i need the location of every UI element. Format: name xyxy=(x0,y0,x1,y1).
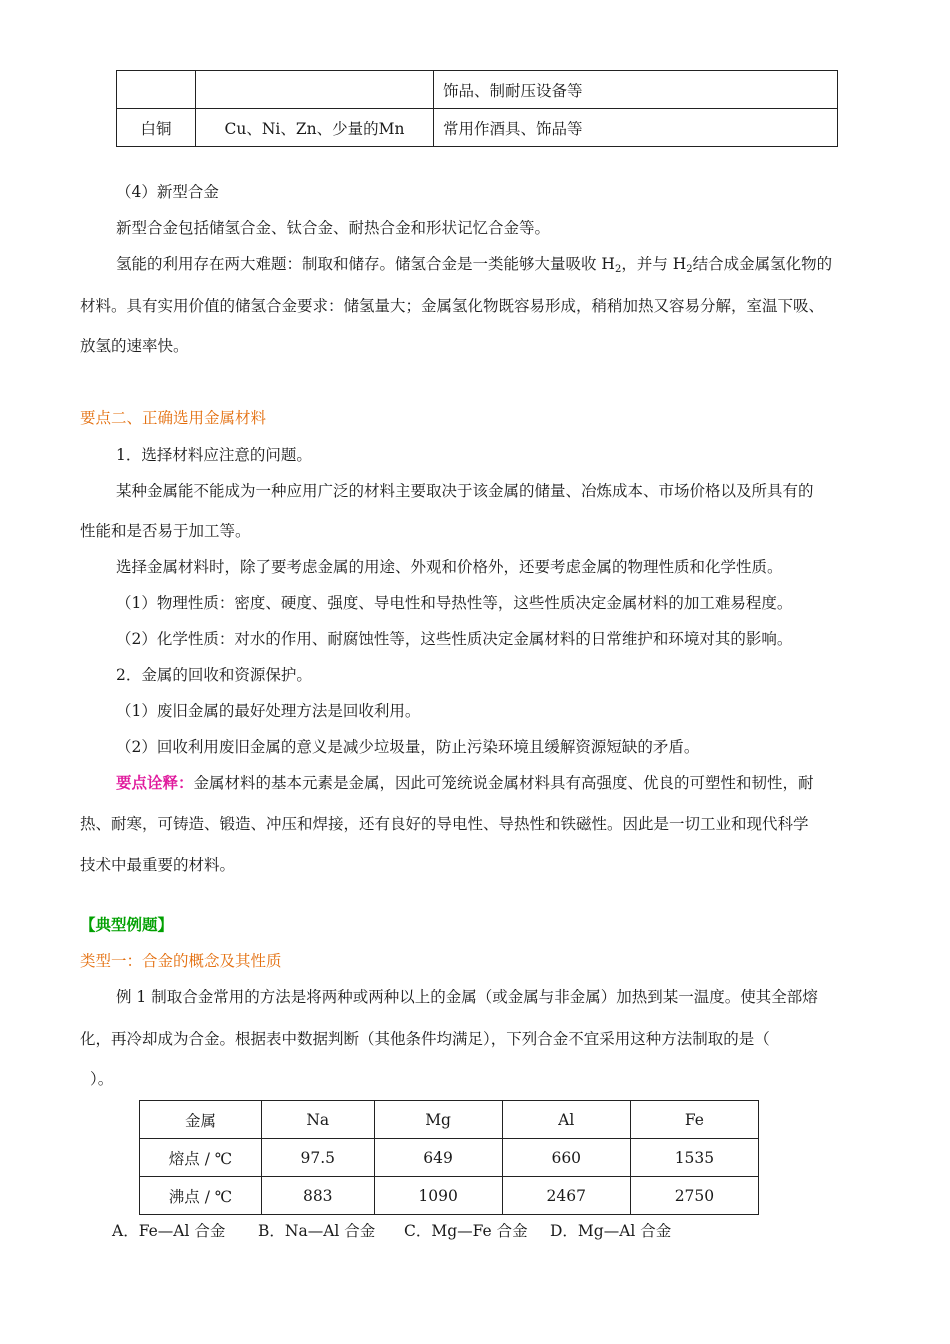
paragraph-line: 性能和是否易于加工等。 xyxy=(80,522,251,540)
section-heading: 要点二、正确选用金属材料 xyxy=(80,409,267,427)
table-cell: 常用作酒具、饰品等 xyxy=(434,109,838,147)
option-b: B．Na—Al 合金 xyxy=(258,1222,376,1240)
option-c: C．Mg—Fe 合金 xyxy=(404,1222,528,1240)
table-header-cell: Fe xyxy=(630,1101,758,1139)
paragraph-line: 某种金属能不能成为一种应用广泛的材料主要取决于该金属的储量、冶炼成本、市场价格以及所具有的 xyxy=(116,482,814,500)
paragraph: （2）化学性质：对水的作用、耐腐蚀性等，这些性质决定金属材料的日常维护和环境对其的影响。 xyxy=(116,630,793,648)
table-cell: 饰品、制耐压设备等 xyxy=(434,71,838,109)
list-item: 2．金属的回收和资源保护。 xyxy=(116,666,312,684)
table-cell: 2467 xyxy=(502,1177,630,1215)
table-cell: 660 xyxy=(502,1139,630,1177)
table-row xyxy=(117,71,838,109)
examples-heading: 【典型例题】 xyxy=(80,915,174,934)
paragraph: 选择金属材料时，除了要考虑金属的用途、外观和价格外，还要考虑金属的物理性质和化学性质。 xyxy=(116,558,783,576)
table-cell: 熔点 / ℃ xyxy=(140,1139,262,1177)
table-row xyxy=(117,109,838,147)
subsection-title: （4）新型合金 xyxy=(116,183,219,201)
paragraph: 新型合金包括储氢合金、钛合金、耐热合金和形状记忆合金等。 xyxy=(116,219,551,237)
table-cell: 白铜 xyxy=(117,109,196,147)
table-cell xyxy=(117,71,196,109)
explain-label: 要点诠释： xyxy=(116,773,194,792)
list-item: 1．选择材料应注意的问题。 xyxy=(116,446,312,464)
table-header-cell: Mg xyxy=(374,1101,502,1139)
table-cell: 649 xyxy=(374,1139,502,1177)
table-header-cell: Na xyxy=(262,1101,375,1139)
text-run: 金属材料的基本元素是金属，因此可笼统说金属材料具有高强度、优良的可塑性和韧性，耐 xyxy=(193,774,814,792)
paragraph-line: 例 1 制取合金常用的方法是将两种或两种以上的金属（或金属与非金属）加热到某一温度。使其全部熔 xyxy=(116,988,818,1006)
subscript: 2 xyxy=(686,264,693,275)
paragraph-line: ）。 xyxy=(90,1070,114,1088)
table-row xyxy=(140,1177,759,1215)
option-d: D．Mg—Al 合金 xyxy=(550,1222,672,1240)
paragraph-line xyxy=(116,252,832,275)
table-cell: Cu、Ni、Zn、少量的Mn xyxy=(196,109,434,147)
table-row xyxy=(140,1139,759,1177)
paragraph-line: 技术中最重要的材料。 xyxy=(80,856,236,874)
table-cell: 2750 xyxy=(630,1177,758,1215)
table-cell: 883 xyxy=(262,1177,375,1215)
paragraph-line: 材料。具有实用价值的储氢合金要求：储氢量大；金属氢化物既容易形成，稍稍加热又容易分解，室温下吸、 xyxy=(80,297,825,315)
paragraph: （1）废旧金属的最好处理方法是回收利用。 xyxy=(116,702,421,720)
table-header-row xyxy=(140,1101,759,1139)
paragraph-line xyxy=(116,771,814,793)
paragraph: （1）物理性质：密度、硬度、强度、导电性和导热性等，这些性质决定金属材料的加工难易程度。 xyxy=(116,594,793,612)
table-cell: 97.5 xyxy=(262,1139,375,1177)
table-header-cell: Al xyxy=(502,1101,630,1139)
data-table xyxy=(139,1100,759,1215)
paragraph-line: 放氢的速率快。 xyxy=(80,337,189,355)
option-a: A．Fe—Al 合金 xyxy=(112,1222,226,1240)
text-run: 结合成金属氢化物的 xyxy=(692,255,833,273)
table-cell xyxy=(196,71,434,109)
text-run: 氢能的利用存在两大难题：制取和储存。储氢合金是一类能够大量吸收 H xyxy=(116,255,615,273)
table-cell: 1090 xyxy=(374,1177,502,1215)
paragraph-line: 热、耐寒，可铸造、锻造、冲压和焊接，还有良好的导电性、导热性和铁磁性。因此是一切工业和现代科学 xyxy=(80,815,809,833)
paragraph-line: 化，再冷却成为合金。根据表中数据判断（其他条件均满足），下列合金不宜采用这种方法制取的是（ xyxy=(80,1030,770,1048)
table-header-cell: 金属 xyxy=(140,1101,262,1139)
type-heading: 类型一：合金的概念及其性质 xyxy=(80,952,282,970)
table-cell: 沸点 / ℃ xyxy=(140,1177,262,1215)
table-cell: 1535 xyxy=(630,1139,758,1177)
subscript: 2 xyxy=(614,264,622,275)
paragraph: （2）回收利用废旧金属的意义是减少垃圾量，防止污染环境且缓解资源短缺的矛盾。 xyxy=(116,738,700,756)
alloy-table xyxy=(116,70,838,147)
text-run: ，并与 H xyxy=(621,255,687,273)
